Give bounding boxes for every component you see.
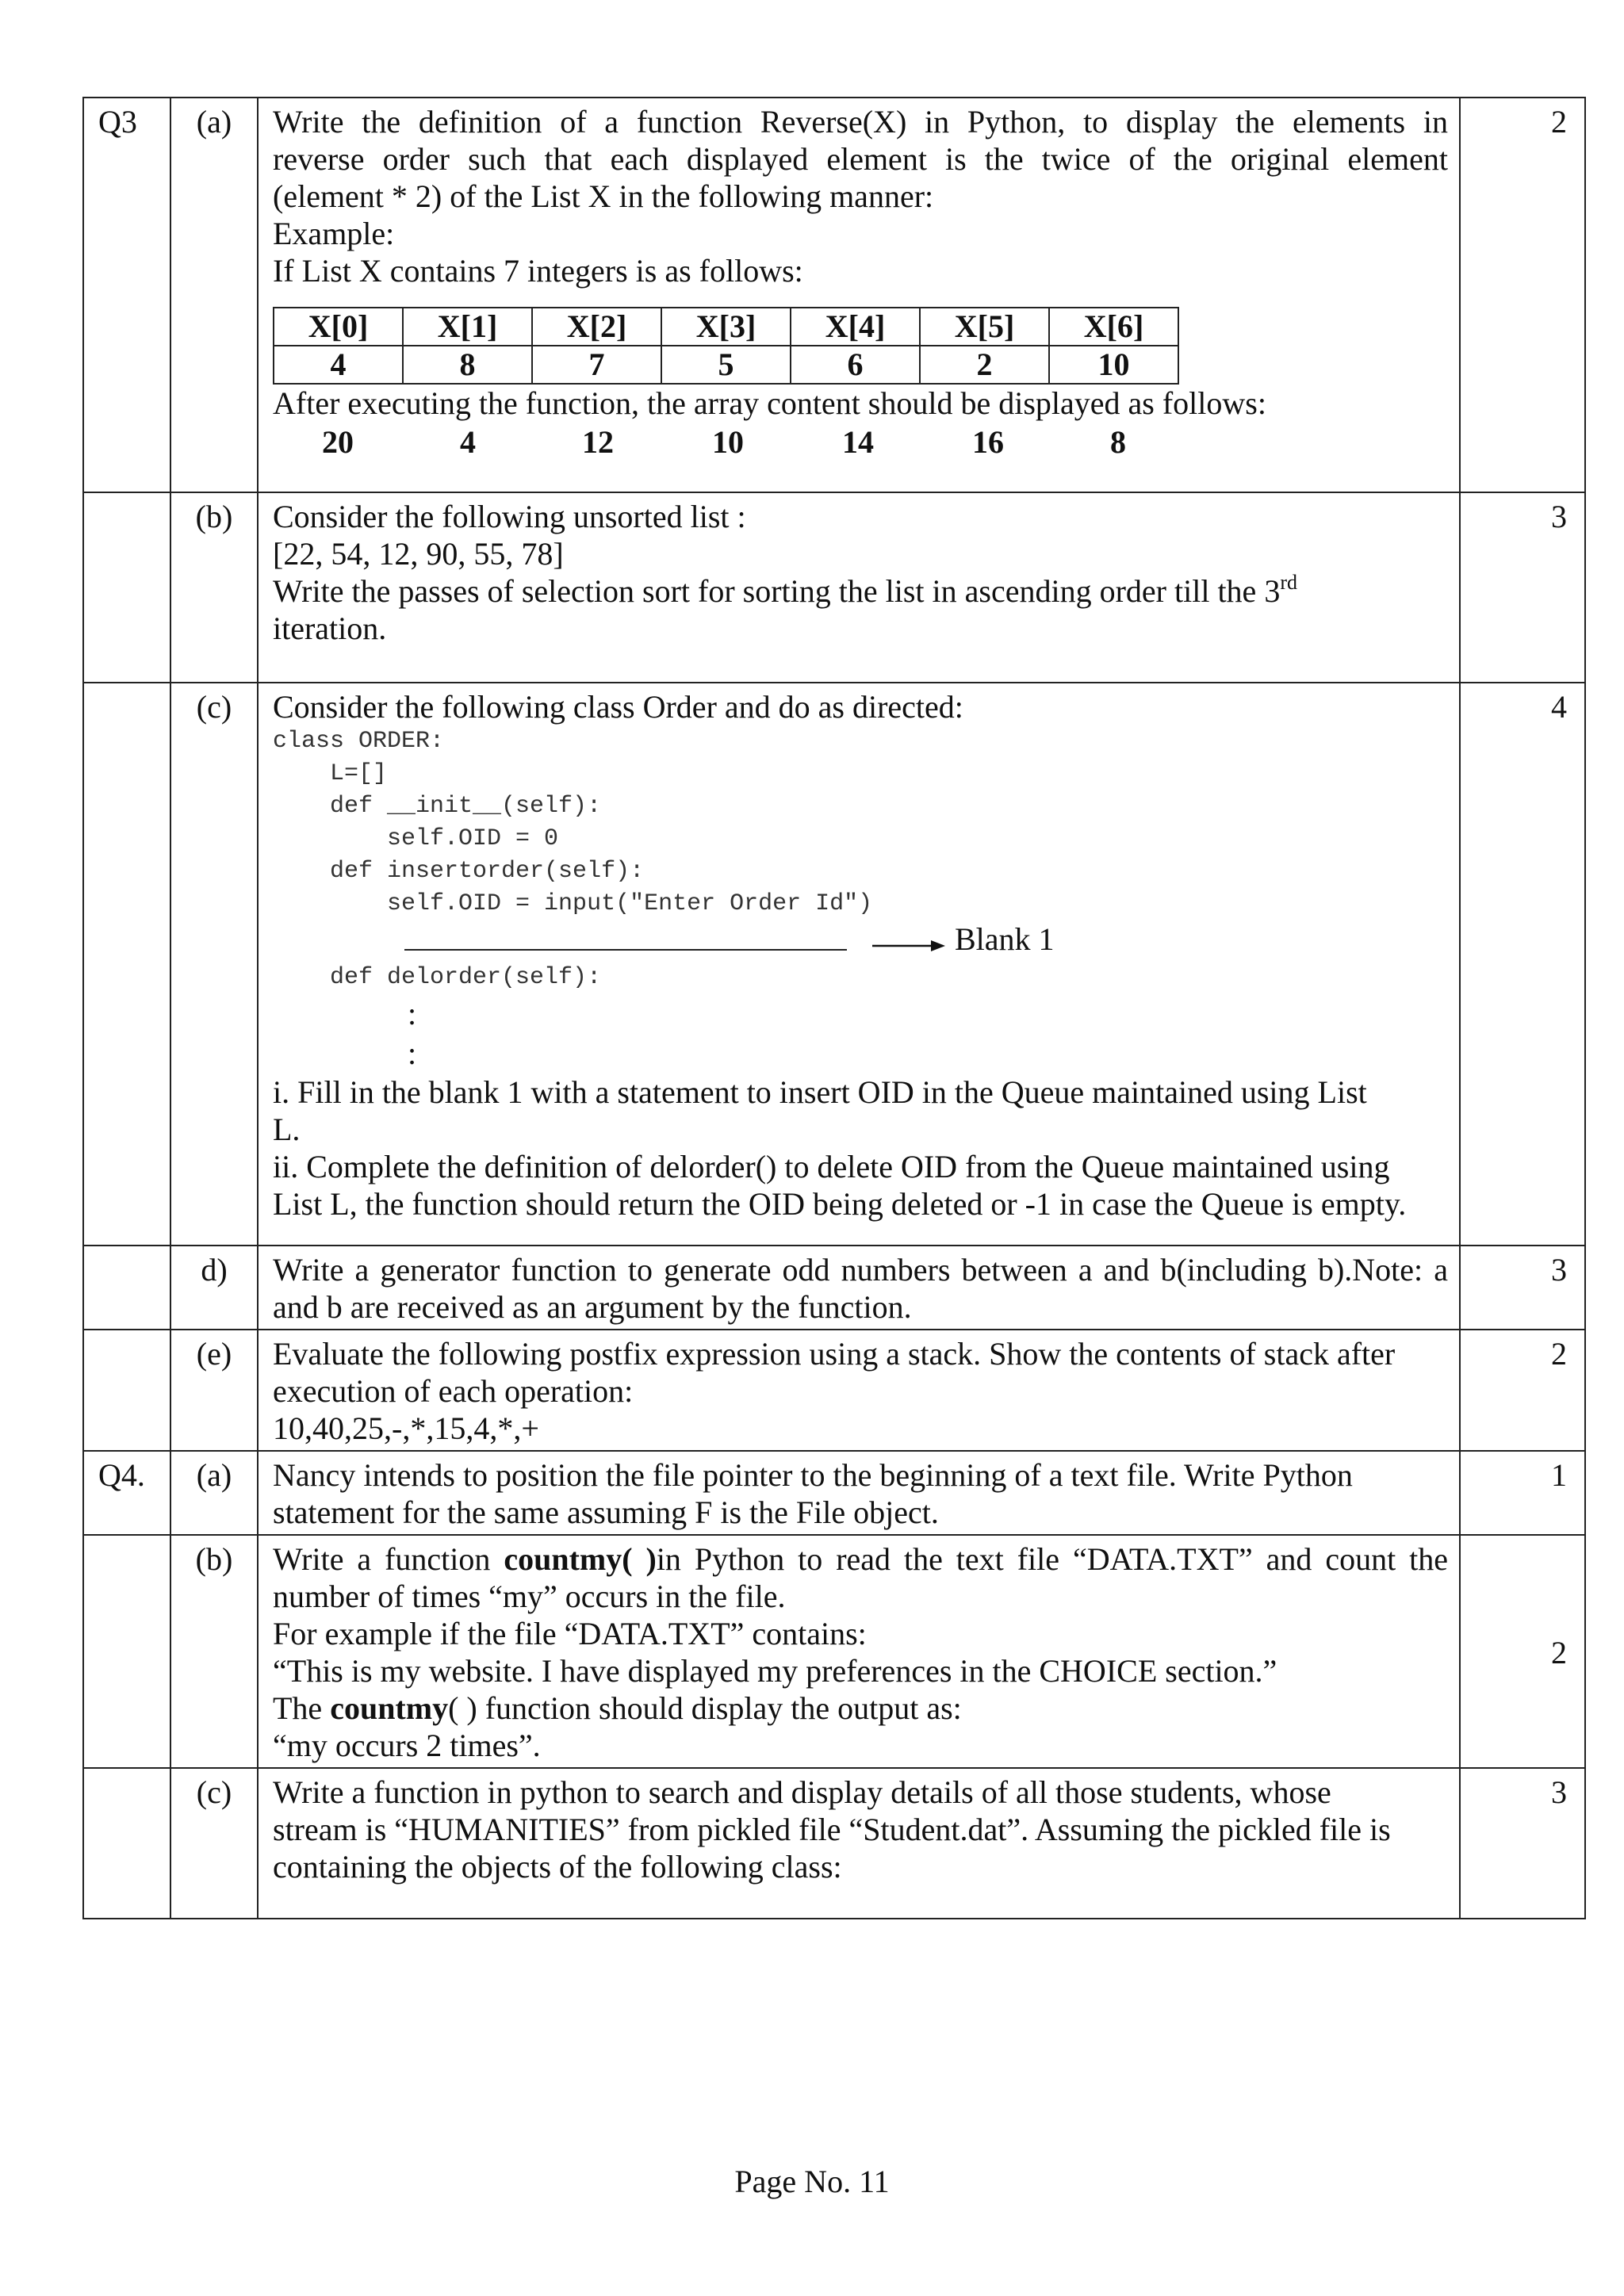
list-x-value-cell: 5	[661, 346, 791, 384]
text-line: 10,40,25,-,*,15,4,*,+	[273, 1410, 539, 1446]
list-x-value-cell: 2	[920, 346, 1049, 384]
question-text	[258, 1535, 1460, 1768]
text-line: For example if the file “DATA.TXT” contains:	[273, 1616, 867, 1651]
text-line: Write a function in python to search and display details of all those students, whose	[273, 1774, 1331, 1810]
question-number-empty	[83, 1330, 170, 1451]
text-line: L.	[273, 1112, 301, 1147]
text-fragment: Write the passes of selection sort for sorting the list in ascending order till the 3	[273, 573, 1281, 609]
code-line: class ORDER:	[273, 728, 445, 755]
text-line: Nancy intends to position the file pointer to the beginning of a text file. Write Python	[273, 1457, 1353, 1493]
list-x-header-cell: X[1]	[403, 308, 532, 346]
list-x-header-cell: X[5]	[920, 308, 1049, 346]
text-line: Write a generator function to generate odd numbers between a and b(including b).Note: a	[273, 1252, 1448, 1288]
question-text	[258, 1330, 1460, 1451]
question-number-empty	[83, 683, 170, 1246]
text-line: execution of each operation:	[273, 1373, 634, 1409]
text-line: After executing the function, the array content should be displayed as follows:	[273, 385, 1266, 421]
marks: 2	[1460, 1330, 1585, 1451]
text-line: and b are received as an argument by the function.	[273, 1289, 912, 1325]
part-label: (b)	[170, 492, 258, 683]
text-line: ii. Complete the definition of delorder() to delete OID from the Queue maintained using	[273, 1149, 1390, 1184]
list-x-value-cell: 8	[403, 346, 532, 384]
text-fragment: in Python to read the text file “DATA.TXT” and count the	[656, 1541, 1448, 1577]
code-line: self.OID = 0	[273, 825, 559, 852]
question-text	[258, 492, 1460, 683]
text-line: containing the objects of the following class:	[273, 1849, 842, 1885]
part-label: d)	[170, 1246, 258, 1330]
list-x-value-cell: 4	[274, 346, 403, 384]
text-line: “my occurs 2 times”.	[273, 1728, 541, 1763]
text-fragment: The	[273, 1690, 331, 1726]
text-line: [22, 54, 12, 90, 55, 78]	[273, 536, 564, 572]
blank-row	[273, 920, 1448, 962]
list-x-header-cell: X[2]	[532, 308, 661, 346]
part-label: (c)	[170, 683, 258, 1246]
expected-output	[273, 423, 1448, 461]
blank-line	[404, 949, 847, 951]
ellipsis-dot: :	[408, 996, 417, 1031]
part-label: (a)	[170, 98, 258, 492]
ellipsis-dot: :	[408, 1035, 417, 1071]
part-label: (c)	[170, 1768, 258, 1919]
part-label: (e)	[170, 1330, 258, 1451]
text-line: Consider the following class Order and do as directed:	[273, 689, 963, 725]
text-line: number of times “my” occurs in the file.	[273, 1578, 786, 1614]
arrow-right-icon	[872, 938, 945, 954]
output-value: 14	[842, 424, 874, 460]
output-value: 10	[712, 424, 744, 460]
text-line: List L, the function should return the OID being deleted or -1 in case the Queue is empty.	[273, 1186, 1407, 1222]
part-label: (a)	[170, 1451, 258, 1535]
question-text	[258, 1246, 1460, 1330]
row-q3-a	[83, 98, 1585, 492]
list-x-header-cell: X[3]	[661, 308, 791, 346]
code-line: L=[]	[273, 760, 388, 787]
text-line: Consider the following unsorted list :	[273, 499, 746, 534]
part-label: (b)	[170, 1535, 258, 1768]
row-q3-c	[83, 683, 1585, 1246]
page-number: Page No. 11	[734, 2164, 890, 2199]
list-x-header-cell: X[6]	[1049, 308, 1178, 346]
list-x-value-cell: 6	[791, 346, 920, 384]
list-x-value-row	[274, 346, 1178, 384]
question-text	[258, 1768, 1460, 1919]
text-line	[273, 572, 1448, 610]
question-text	[258, 683, 1460, 1246]
text-line: i. Fill in the blank 1 with a statement to insert OID in the Queue maintained using List	[273, 1074, 1367, 1110]
marks: 4	[1460, 683, 1585, 1246]
text-line: “This is my website. I have displayed my preferences in the CHOICE section.”	[273, 1653, 1277, 1689]
question-table	[82, 97, 1586, 1919]
row-q4-c	[83, 1768, 1585, 1919]
text-line: reverse order such that each displayed element is the twice of the original element	[273, 141, 1448, 177]
question-text	[258, 1451, 1460, 1535]
row-q4-a	[83, 1451, 1585, 1535]
text-line	[273, 1689, 1448, 1727]
list-x-value-cell: 7	[532, 346, 661, 384]
list-x-header-cell: X[0]	[274, 308, 403, 346]
marks: 3	[1460, 1246, 1585, 1330]
output-value: 12	[582, 424, 614, 460]
list-x-header-row	[274, 308, 1178, 346]
row-q3-b	[83, 492, 1585, 683]
function-name: countmy	[330, 1690, 449, 1726]
row-q3-d	[83, 1246, 1585, 1330]
text-line	[273, 1540, 1448, 1578]
text-line: iteration.	[273, 610, 387, 646]
output-value: 20	[322, 424, 354, 460]
question-number-empty	[83, 492, 170, 683]
row-q3-e	[83, 1330, 1585, 1451]
marks: 2	[1460, 98, 1585, 492]
text-line: If List X contains 7 integers is as follows:	[273, 253, 803, 289]
code-line: def delorder(self):	[273, 964, 602, 991]
superscript: rd	[1280, 570, 1297, 594]
question-number-q4: Q4.	[83, 1451, 170, 1535]
text-line: statement for the same assuming F is the File object.	[273, 1494, 939, 1530]
list-x-value-cell: 10	[1049, 346, 1178, 384]
list-x-header-cell: X[4]	[791, 308, 920, 346]
question-number-empty	[83, 1535, 170, 1768]
text-fragment: Write a function	[273, 1541, 504, 1577]
text-line: (element * 2) of the List X in the following manner:	[273, 178, 934, 214]
text-line: stream is “HUMANITIES” from pickled file “Student.dat”. Assuming the pickled file is	[273, 1812, 1391, 1847]
row-q4-b	[83, 1535, 1585, 1768]
text-line: Example:	[273, 216, 395, 251]
function-name: countmy( )	[504, 1541, 657, 1577]
code-line: def insertorder(self):	[273, 858, 645, 885]
text-line: Evaluate the following postfix expression using a stack. Show the contents of stack after	[273, 1336, 1396, 1372]
blank-label: Blank 1	[955, 921, 1055, 957]
marks: 3	[1460, 492, 1585, 683]
text-fragment: ( ) function should display the output as:	[448, 1690, 962, 1726]
code-line: self.OID = input("Enter Order Id")	[273, 890, 873, 917]
question-number-empty	[83, 1768, 170, 1919]
list-x-table	[273, 307, 1179, 385]
marks: 2	[1460, 1535, 1585, 1768]
output-value: 8	[1110, 424, 1126, 460]
marks: 3	[1460, 1768, 1585, 1919]
question-text	[258, 98, 1460, 492]
output-value: 16	[972, 424, 1004, 460]
question-number-empty	[83, 1246, 170, 1330]
question-number-q3: Q3	[83, 98, 170, 492]
text-line: Write the definition of a function Reverse(X) in Python, to display the elements in	[273, 104, 1448, 140]
output-value: 4	[460, 424, 476, 460]
code-line: def __init__(self):	[273, 793, 602, 820]
marks: 1	[1460, 1451, 1585, 1535]
